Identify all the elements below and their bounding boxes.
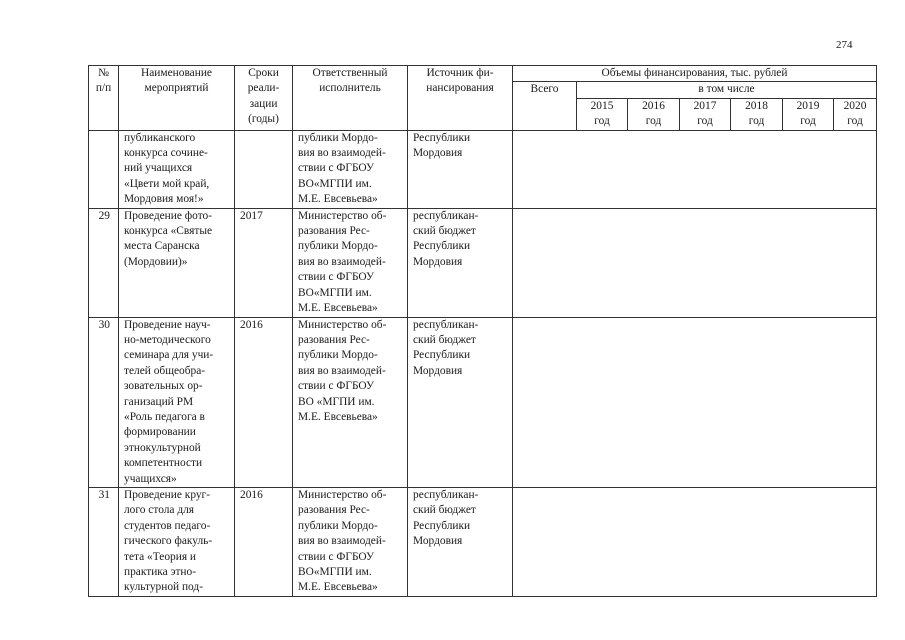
source-line: ский бюджет [413, 504, 476, 517]
name-line: ганизаций РМ [124, 395, 194, 408]
name-line: «Роль педагога в [124, 410, 205, 423]
header-num [89, 66, 119, 131]
row-number: 31 [89, 487, 119, 596]
name-line: телей общеобра- [124, 364, 206, 377]
event-name [119, 487, 235, 596]
header-executor-line: исполнитель [319, 82, 381, 95]
name-line: зовательных ор- [124, 380, 203, 393]
table-header [89, 66, 877, 131]
implementation-term [235, 130, 293, 208]
event-name [119, 317, 235, 487]
implementation-term: 2017 [235, 208, 293, 317]
header-terms [235, 66, 293, 131]
source-line: Республики [413, 131, 471, 144]
responsible-executor [293, 487, 408, 596]
funding-source [408, 130, 513, 208]
financing-table [88, 65, 877, 597]
source-line: Мордовия [413, 147, 463, 160]
header-terms-line: Сроки [248, 67, 279, 79]
header-source [408, 66, 513, 131]
name-line: «Цвети мой край, [124, 177, 210, 190]
event-name [119, 130, 235, 208]
executor-line: публики Мордо- [298, 349, 378, 362]
executor-line: ствии с ФГБОУ [298, 162, 375, 175]
executor-line: Министерство об- [298, 488, 387, 501]
executor-line: ВО«МГПИ им. [298, 286, 372, 299]
year-unit: год [645, 115, 662, 128]
executor-line: вия во взаимодей- [298, 147, 386, 160]
source-line: Мордовия [413, 535, 463, 548]
financing-values [513, 130, 877, 208]
name-line: публиканского [124, 131, 196, 144]
name-line: культурной под- [124, 581, 204, 594]
executor-line: Министерство об- [298, 318, 387, 331]
financing-values [513, 317, 877, 487]
table-body [89, 130, 877, 596]
header-year-2017 [680, 98, 731, 130]
name-line: компетентности [124, 457, 203, 470]
table-row [89, 317, 877, 487]
executor-line: вия во взаимодей- [298, 535, 386, 548]
name-line: ний учащихся [124, 162, 193, 175]
funding-source [408, 317, 513, 487]
header-terms-line: (годы) [248, 113, 279, 126]
header-name-line: мероприятий [144, 82, 209, 95]
executor-line: М.Е. Евсевьева» [298, 581, 378, 594]
header-year-2018 [731, 98, 783, 130]
row-number: 29 [89, 208, 119, 317]
table-row [89, 208, 877, 317]
financing-values [513, 208, 877, 317]
executor-line: публики Мордо- [298, 131, 378, 144]
responsible-executor [293, 208, 408, 317]
header-total: Всего [513, 82, 577, 130]
executor-line: М.Е. Евсевьева» [298, 193, 378, 206]
header-executor [293, 66, 408, 131]
source-line: республикан- [413, 488, 479, 501]
source-line: Республики [413, 240, 471, 253]
financing-values [513, 487, 877, 596]
year-unit: год [748, 115, 765, 128]
name-line: конкурса «Святые [124, 225, 213, 238]
executor-line: публики Мордо- [298, 519, 378, 532]
source-line: Мордовия [413, 364, 463, 377]
header-source-line: Источник фи- [426, 67, 494, 79]
year-label: 2019 [796, 99, 820, 112]
name-line: Проведение науч- [124, 318, 211, 331]
executor-line: ВО«МГПИ им. [298, 566, 372, 578]
source-line: Республики [413, 349, 471, 362]
header-volumes: Объемы финансирования, тыс. рублей [513, 66, 877, 82]
year-unit: год [847, 115, 863, 128]
executor-line: разования Рес- [298, 333, 370, 346]
source-line: ский бюджет [413, 333, 476, 346]
name-line: (Мордовии)» [124, 255, 188, 268]
year-unit: год [594, 115, 610, 128]
year-unit: год [697, 115, 713, 128]
name-line: места Саранска [124, 240, 200, 253]
executor-line: вия во взаимодей- [298, 364, 386, 377]
header-name [119, 66, 235, 131]
source-line: республикан- [413, 318, 479, 331]
name-line: Проведение круг- [124, 488, 211, 501]
header-year-2016 [628, 98, 680, 130]
executor-line: разования Рес- [298, 504, 370, 517]
header-name-line: Наименование [141, 67, 212, 79]
executor-line: М.Е. Евсевьева» [298, 410, 378, 423]
header-source-line: нансирования [426, 82, 494, 95]
name-line: формировании [124, 426, 196, 439]
year-label: 2018 [745, 99, 768, 112]
name-line: конкурса сочине- [124, 147, 208, 160]
executor-line: ствии с ФГБОУ [298, 550, 375, 563]
year-label: 2020 [843, 99, 867, 112]
event-name [119, 208, 235, 317]
header-num-line: № [98, 67, 109, 79]
responsible-executor [293, 317, 408, 487]
name-line: семинара для учи- [124, 349, 214, 362]
name-line: практика этно- [124, 566, 197, 578]
implementation-term: 2016 [235, 317, 293, 487]
year-label: 2016 [642, 99, 665, 112]
name-line: Проведение фото- [124, 209, 213, 222]
name-line: но-методического [124, 333, 211, 346]
table-row [89, 487, 877, 596]
source-line: Мордовия [413, 255, 463, 268]
year-label: 2017 [693, 99, 717, 112]
header-year-2015 [577, 98, 628, 130]
header-terms-line: зации [249, 97, 278, 110]
header-year-2020 [834, 98, 877, 130]
header-num-line: п/п [95, 82, 112, 95]
page-number: 274 [836, 39, 853, 51]
name-line: тета «Теория и [124, 550, 196, 563]
executor-line: вия во взаимодей- [298, 255, 386, 268]
executor-line: ствии с ФГБОУ [298, 380, 375, 393]
funding-source [408, 208, 513, 317]
header-including: в том числе [577, 82, 877, 98]
executor-line: М.Е. Евсевьева» [298, 302, 378, 315]
name-line: этнокультурной [124, 441, 201, 454]
responsible-executor [293, 130, 408, 208]
year-label: 2015 [590, 99, 614, 112]
executor-line: ВО«МГПИ им. [298, 177, 372, 190]
executor-line: разования Рес- [298, 225, 370, 238]
executor-line: Министерство об- [298, 209, 387, 222]
header-terms-line: реали- [247, 82, 280, 95]
name-line: учащихся» [124, 472, 177, 485]
row-number [89, 130, 119, 208]
header-year-2019 [783, 98, 834, 130]
executor-line: публики Мордо- [298, 240, 378, 253]
row-number: 30 [89, 317, 119, 487]
name-line: Мордовия моя!» [124, 193, 204, 206]
executor-line: ВО «МГПИ им. [298, 395, 375, 408]
source-line: республикан- [413, 209, 479, 222]
name-line: лого стола для [124, 504, 195, 517]
source-line: Республики [413, 519, 471, 532]
executor-line: ствии с ФГБОУ [298, 271, 375, 284]
source-line: ский бюджет [413, 225, 476, 238]
name-line: студентов педаго- [124, 519, 211, 532]
implementation-term: 2016 [235, 487, 293, 596]
year-unit: год [800, 115, 816, 128]
name-line: гического факуль- [124, 535, 213, 548]
table-row [89, 130, 877, 208]
header-executor-line: Ответственный [312, 67, 388, 79]
funding-source [408, 487, 513, 596]
